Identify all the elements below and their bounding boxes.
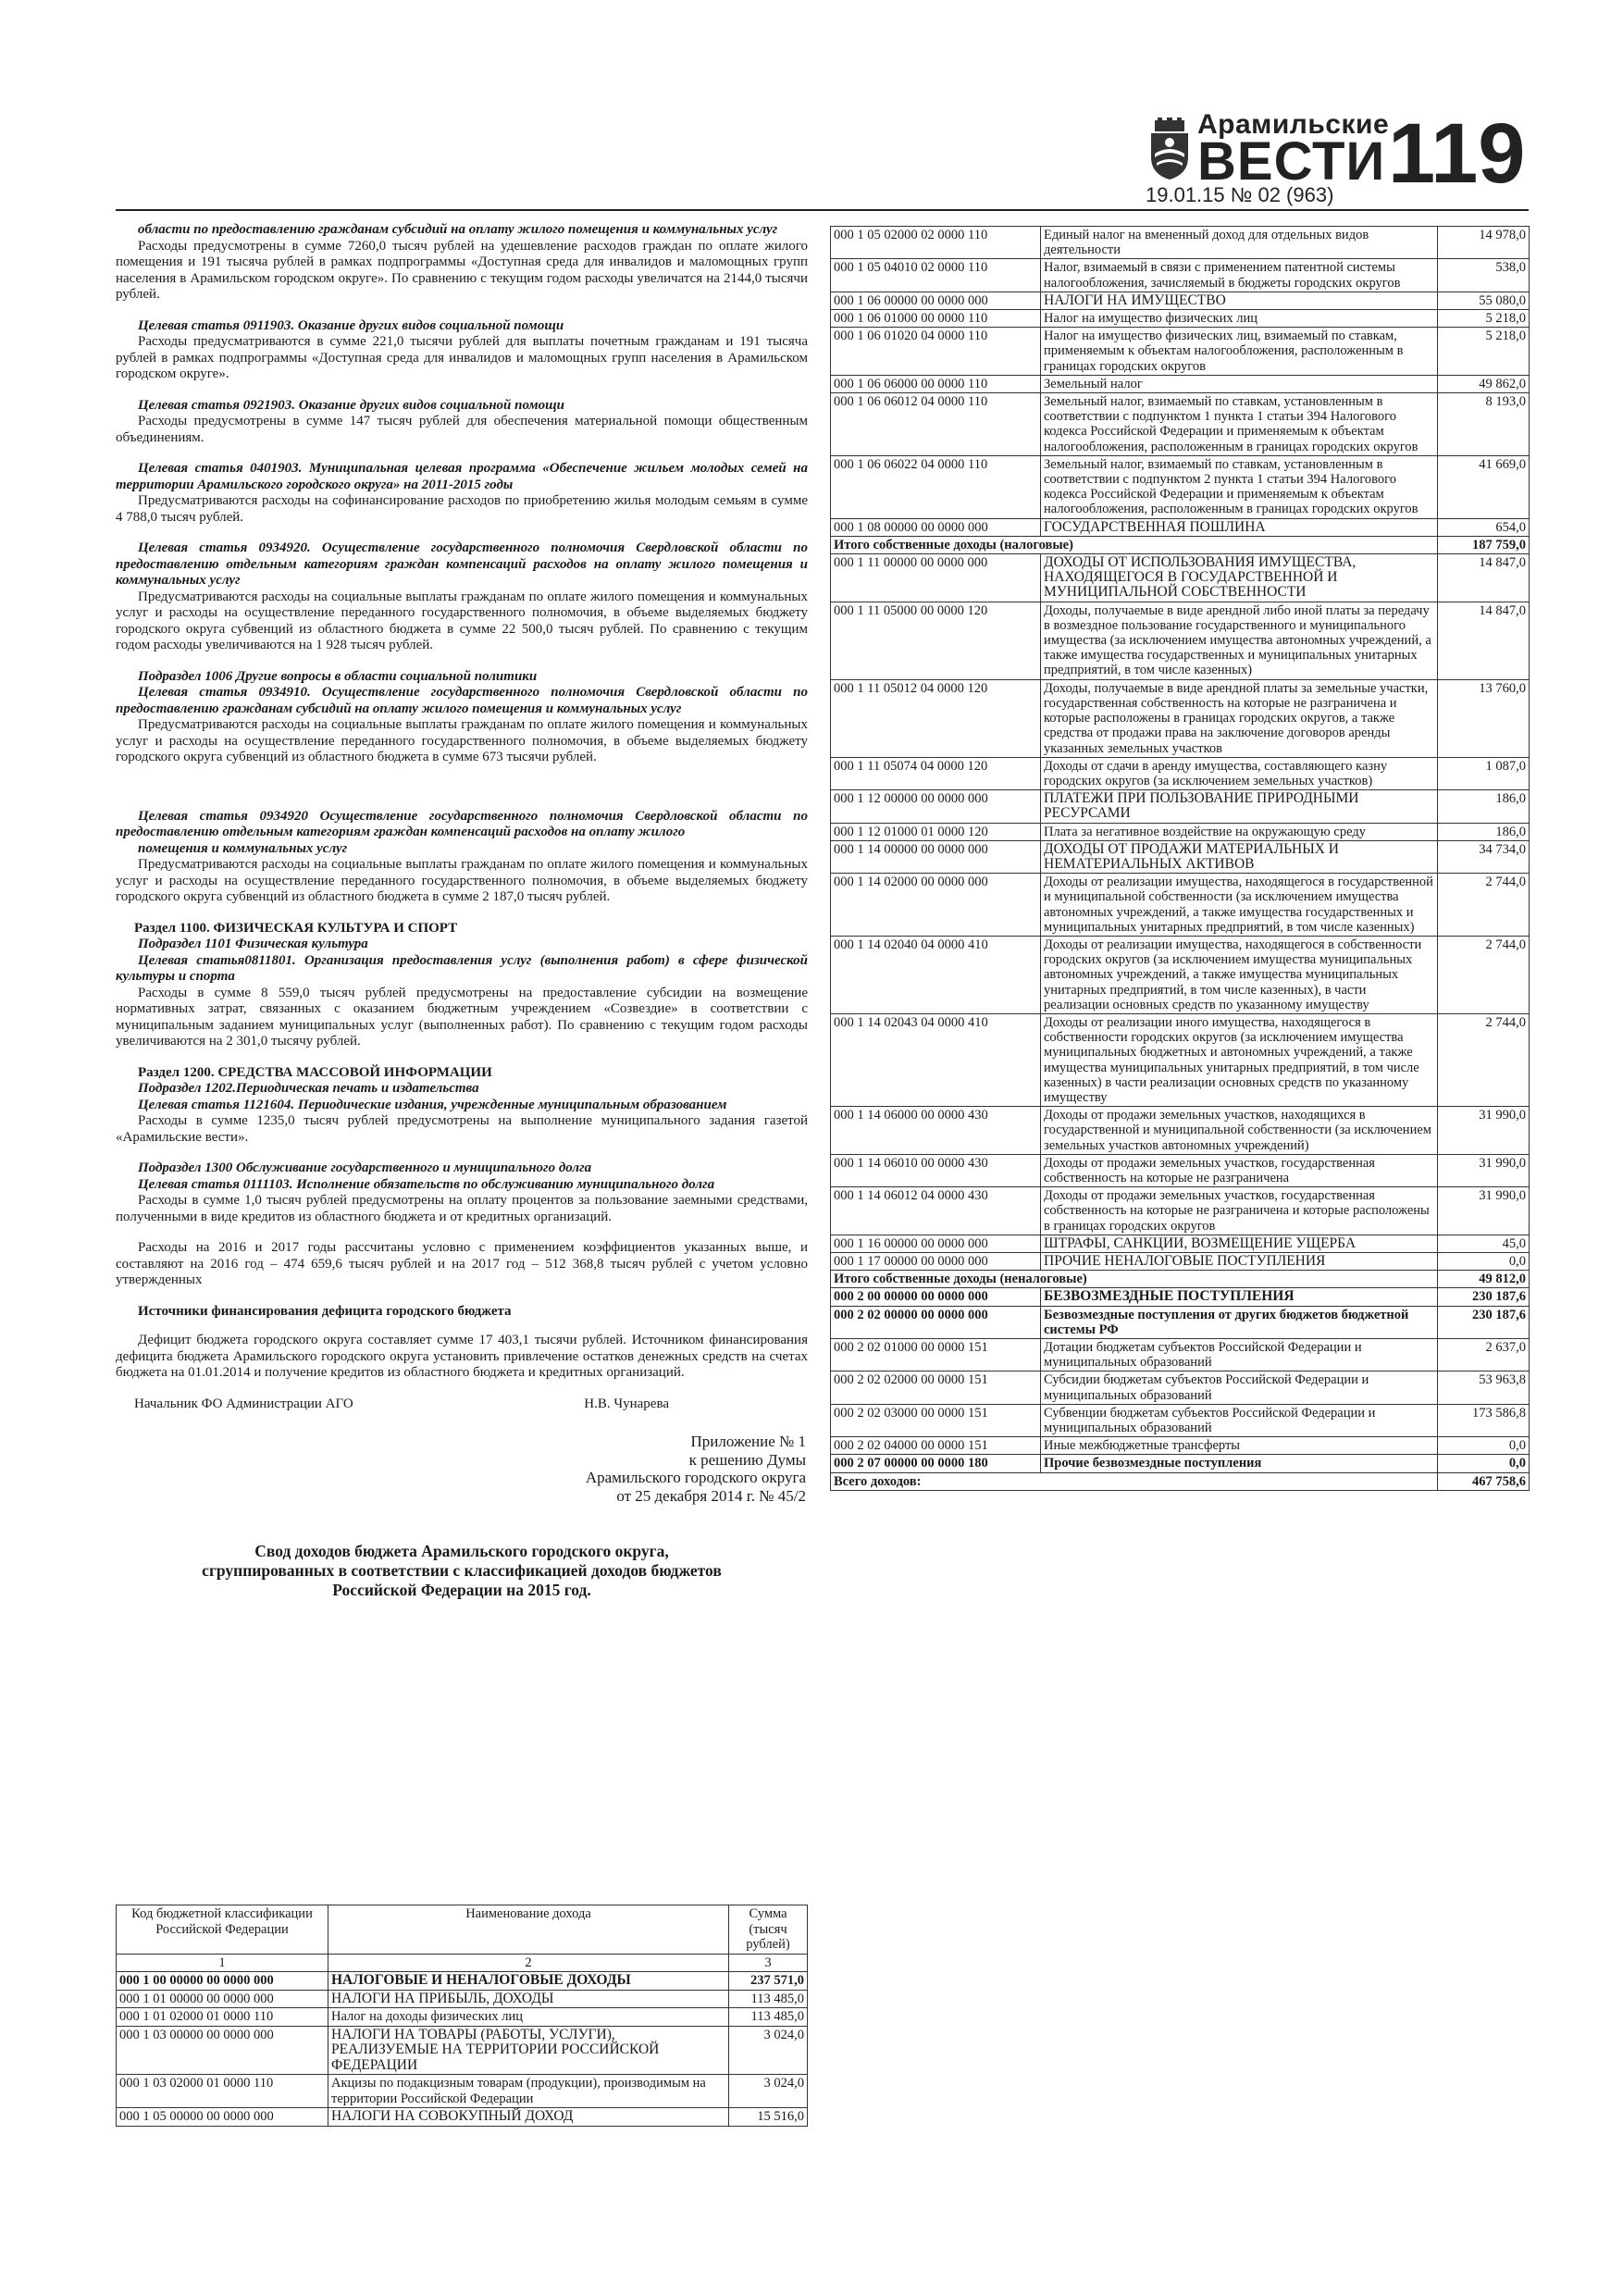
sum-cell: 31 990,0	[1438, 1107, 1530, 1155]
code-cell: 000 1 14 02043 04 0000 410	[831, 1013, 1041, 1106]
code-cell: 000 2 02 03000 00 0000 151	[831, 1404, 1041, 1436]
section-body: Расходы в сумме 1,0 тысяч рублей предусмотрены на оплату процентов за пользование заемными средствами, полученными в виде кредитов из областного бюджета и от кредитных организаций.	[116, 1193, 808, 1224]
section-heading: Подраздел 1006 Другие вопросы в области социальной политики	[138, 668, 538, 684]
code-cell: 000 1 06 01000 00 0000 110	[831, 310, 1041, 328]
code-cell: 000 1 14 00000 00 0000 000	[831, 840, 1041, 873]
table-row	[117, 2075, 808, 2108]
name-cell: Доходы, получаемые в виде арендной либо иной платы за передачу в возмездное пользование государственного и муниципального имущества (за исключением имущества автономных учреждений, а также имущества государственных и муниципальных унитарных предприятий, в том числе казенных)	[1041, 602, 1438, 679]
forecast-section	[116, 1240, 808, 1289]
article-heading: Целевая статья 0111103. Исполнение обязательств по обслуживанию муниципального долга	[138, 1176, 715, 1192]
paper-name-main: ВЕСТИ	[1197, 131, 1386, 192]
name-cell: Доходы, получаемые в виде арендной платы за земельные участки, государственная собственность на которые не разграничена и которые расположены в границах городских округов, а также средства от продажи права на заключение договоров аренды указанных земельных участков	[1041, 679, 1438, 757]
budget-section	[116, 809, 808, 906]
sum-cell: 186,0	[1438, 790, 1530, 823]
sum-cell: 538,0	[1438, 259, 1530, 292]
code-cell: 000 1 03 02000 01 0000 110	[117, 2075, 328, 2108]
section-body: Предусматриваются расходы на софинансирование расходов по приобретению жилья молодым семьям в сумме 4 788,0 тысяч рублей.	[116, 493, 808, 525]
budget-section	[116, 398, 808, 447]
signature-name: Н.В. Чунарева	[584, 1396, 669, 1411]
sum-cell: 14 978,0	[1438, 227, 1530, 259]
name-cell: Акцизы по подакцизным товарам (продукции), производимым на территории Российской Федерации	[328, 2075, 729, 2108]
section-heading: Целевая статья 0401903. Муниципальная целевая программа «Обеспечение жильем молодых семей на территории Арамильского городского округа» на 2011-2015 годы	[116, 461, 808, 492]
appendix-line: Арамильского городского округа	[585, 1469, 806, 1486]
name-cell: ГОСУДАРСТВЕННАЯ ПОШЛИНА	[1041, 518, 1438, 536]
name-cell: БЕЗВОЗМЕЗДНЫЕ ПОСТУПЛЕНИЯ	[1041, 1288, 1438, 1306]
name-cell: Налог на имущество физических лиц, взимаемый по ставкам, применяемым к объектам налогообложения, расположенным в границах городских округов	[1041, 328, 1438, 376]
code-cell: 000 1 05 04010 02 0000 110	[831, 259, 1041, 292]
subsection-heading: Подраздел 1300 Обслуживание государственного и муниципального долга	[138, 1160, 592, 1175]
debt-section	[116, 1160, 808, 1225]
sum-cell: 230 187,6	[1438, 1288, 1530, 1306]
sum-cell: 14 847,0	[1438, 602, 1530, 679]
table-row	[117, 1972, 808, 1991]
table-row	[831, 328, 1530, 376]
sum-cell: 2 744,0	[1438, 936, 1530, 1013]
header-num: 1	[117, 1954, 328, 1972]
sum-cell: 3 024,0	[729, 2026, 808, 2075]
name-cell: Земельный налог	[1041, 375, 1438, 392]
table-row	[831, 455, 1530, 518]
sport-section	[116, 921, 808, 1050]
budget-section	[116, 318, 808, 383]
name-cell: ШТРАФЫ, САНКЦИИ, ВОЗМЕЩЕНИЕ УЩЕРБА	[1041, 1235, 1438, 1252]
code-cell: 000 1 06 01020 04 0000 110	[831, 328, 1041, 376]
code-cell: 000 1 06 06000 00 0000 110	[831, 375, 1041, 392]
sum-cell: 55 080,0	[1438, 292, 1530, 309]
media-section	[116, 1065, 808, 1147]
sum-cell: 187 759,0	[1438, 536, 1530, 553]
sum-cell: 654,0	[1438, 518, 1530, 536]
sum-cell: 34 734,0	[1438, 840, 1530, 873]
table-title	[116, 1542, 808, 1600]
table-row	[831, 518, 1530, 536]
header-code: Код бюджетной классификации Российской Федерации	[117, 1905, 328, 1955]
code-cell: 000 1 16 00000 00 0000 000	[831, 1235, 1041, 1252]
table-row	[831, 1154, 1530, 1186]
table-row	[831, 936, 1530, 1013]
code-cell: 000 1 08 00000 00 0000 000	[831, 518, 1041, 536]
code-cell: 000 1 11 05000 00 0000 120	[831, 602, 1041, 679]
budget-section	[116, 669, 808, 766]
budget-section	[116, 222, 808, 304]
section-body: Предусматриваются расходы на социальные выплаты гражданам по оплате жилого помещения и коммунальных услуг и расходы на осуществление переданного государственного полномочия, в объеме выделяемых бюджету городского округа субвенций из областного бюджета в сумме 2 187,0 тысяч рублей.	[116, 857, 808, 904]
sum-cell: 2 744,0	[1438, 874, 1530, 937]
code-cell: 000 1 01 02000 01 0000 110	[117, 2008, 328, 2027]
sum-cell: 467 758,6	[1438, 1472, 1530, 1490]
section-body: Расходы в сумме 1235,0 тысяч рублей предусмотрены на выполнение муниципального задания газетой «Арамильские вести».	[116, 1113, 808, 1145]
name-cell: Налог, взимаемый в связи с применением патентной системы налогообложения, зачисляемый в бюджеты городских округов	[1041, 259, 1438, 292]
code-cell: 000 1 17 00000 00 0000 000	[831, 1253, 1041, 1271]
spacer	[116, 766, 808, 794]
sum-cell: 173 586,8	[1438, 1404, 1530, 1436]
sum-cell: 1 087,0	[1438, 757, 1530, 789]
code-cell: 000 2 02 00000 00 0000 000	[831, 1306, 1041, 1338]
table-row	[831, 1107, 1530, 1155]
section-heading: Целевая статья 0911903. Оказание других видов социальной помощи	[138, 317, 564, 333]
table-row	[831, 874, 1530, 937]
table-title-line: сгруппированных в соответствии с классификацией доходов бюджетов	[202, 1561, 722, 1580]
sum-cell: 0,0	[1438, 1455, 1530, 1472]
sum-cell: 14 847,0	[1438, 554, 1530, 602]
subsection-heading: Подраздел 1101 Физическая культура	[138, 937, 368, 951]
name-cell: Дотации бюджетам субъектов Российской Федерации и муниципальных образований	[1041, 1339, 1438, 1371]
code-cell: 000 1 01 00000 00 0000 000	[117, 1990, 328, 2008]
name-cell: Доходы от продажи земельных участков, государственная собственность на которые не разграничена и которые расположены в границах городских округов	[1041, 1187, 1438, 1235]
article-heading: Целевая статья0811801. Организация предоставления услуг (выполнения работ) в сфере физической культуры и спорта	[116, 952, 808, 984]
total-row	[831, 1271, 1530, 1288]
section-body: Предусматриваются расходы на социальные выплаты гражданам по оплате жилого помещения и коммунальных услуг и расходы на осуществление переданного государственного полномочия, в объеме выделяемых бюджету городского округа субвенций из областного бюджета в сумме 22 500,0 тысяч рублей. По сравнению с текущим годом расходы увеличиваются на 1 928 тысяч рублей.	[116, 589, 808, 652]
code-cell: 000 1 06 06012 04 0000 110	[831, 393, 1041, 456]
name-cell: НАЛОГИ НА ИМУЩЕСТВО	[1041, 292, 1438, 309]
article-heading: Целевая статья 1121604. Периодические издания, учрежденные муниципальным образованием	[138, 1097, 727, 1112]
masthead-divider	[116, 209, 1529, 211]
code-cell: 000 1 11 05074 04 0000 120	[831, 757, 1041, 789]
code-cell: 000 1 06 06022 04 0000 110	[831, 455, 1041, 518]
name-cell: Плата за негативное воздействие на окружающую среду	[1041, 823, 1438, 840]
code-cell: 000 1 11 00000 00 0000 000	[831, 554, 1041, 602]
table-title-line: Российской Федерации на 2015 год.	[332, 1581, 591, 1599]
name-cell: ДОХОДЫ ОТ ИСПОЛЬЗОВАНИЯ ИМУЩЕСТВА, НАХОДЯЩЕГОСЯ В ГОСУДАРСТВЕННОЙ И МУНИЦИПАЛЬНОЙ СОБСТВЕННОСТИ	[1041, 554, 1438, 602]
name-cell: Земельный налог, взимаемый по ставкам, установленным в соответствии с подпунктом 2 пункта 1 статьи 394 Налогового кодекса Российской Федерации и применяемым к объектам налогообложения, расположенным в границах городских округов	[1041, 455, 1438, 518]
sum-cell: 5 218,0	[1438, 310, 1530, 328]
code-cell: 000 1 12 00000 00 0000 000	[831, 790, 1041, 823]
code-cell: 000 1 05 02000 02 0000 110	[831, 227, 1041, 259]
deficit-heading: Источники финансирования дефицита городского бюджета	[138, 1303, 512, 1319]
name-cell: Земельный налог, взимаемый по ставкам, установленным в соответствии с подпунктом 1 пункта 1 статьи 394 Налогового кодекса Российской Федерации и применяемым к объектам налогообложения, расположенным в границах городских округов	[1041, 393, 1438, 456]
sum-cell: 113 485,0	[729, 1990, 808, 2008]
code-cell: 000 1 14 06000 00 0000 430	[831, 1107, 1041, 1155]
table-row	[117, 1990, 808, 2008]
table-row	[831, 1187, 1530, 1235]
left-column	[116, 222, 808, 1600]
section-heading: Целевая статья 0934910. Осуществление государственного полномочия Свердловской области по предоставлению гражданам субсидий на оплату жилого помещения и коммунальных услуг	[116, 685, 808, 716]
signature-position: Начальник ФО Администрации АГО	[134, 1396, 353, 1411]
code-cell: 000 1 14 06012 04 0000 430	[831, 1187, 1041, 1235]
section-body: Расходы предусмотрены в сумме 147 тысяч рублей для обеспечения материальной помощи общественным объединениям.	[116, 414, 808, 445]
code-cell: 000 2 02 02000 00 0000 151	[831, 1371, 1041, 1404]
name-cell: НАЛОГОВЫЕ И НЕНАЛОГОВЫЕ ДОХОДЫ	[328, 1972, 729, 1991]
paper-name-top: Арамильские	[1197, 109, 1390, 140]
revenue-table-left	[116, 1905, 808, 2127]
total-label: Итого собственные доходы (неналоговые)	[831, 1271, 1438, 1288]
section-body: Расходы предусмотрены в сумме 7260,0 тысяч рублей на удешевление расходов граждан по оплате жилого помещения и 191 тысяча рублей в рамках подпрограммы «Доступная среда для инвалидов и маломощных групп населения в Арамильском городском округе». По сравнению с текущим годом расходы увеличатся на 2144,0 тысячи рублей.	[116, 238, 808, 302]
budget-section	[116, 540, 808, 654]
name-cell: Прочие безвозмездные поступления	[1041, 1455, 1438, 1472]
name-cell: Доходы от реализации имущества, находящегося в государственной и муниципальной собственности (за исключением имущества автономных учреждений, а также имущества государственных и муниципальных унитарных предприятий, в том числе казенных)	[1041, 874, 1438, 937]
appendix-line: от 25 декабря 2014 г. № 45/2	[616, 1486, 806, 1505]
sum-cell: 3 024,0	[729, 2075, 808, 2108]
sum-cell: 5 218,0	[1438, 328, 1530, 376]
sum-cell: 237 571,0	[729, 1972, 808, 1991]
appendix-note	[116, 1433, 808, 1505]
table-row	[831, 602, 1530, 679]
section-heading: Целевая статья 0934920. Осуществление государственного полномочия Свердловской области по предоставлению отдельным категориям граждан компенсаций расходов на оплату жилого помещения и коммунальных услуг	[116, 540, 808, 588]
table-row	[831, 1371, 1530, 1404]
deficit-text: Дефицит бюджета городского округа составляет сумме 17 403,1 тысячи рублей. Источником финансирования дефицита бюджета Арамильского городского округа установить привлечение остатков денежных средств на счетах бюджета на 01.01.2014 и получение кредитов из областного бюджета и кредитных организаций.	[116, 1333, 808, 1380]
table-row	[831, 1437, 1530, 1455]
total-row	[831, 1472, 1530, 1490]
table-row	[831, 757, 1530, 789]
header-num: 2	[328, 1954, 729, 1972]
section-body: Расходы в сумме 8 559,0 тысяч рублей предусмотрены на предоставление субсидии на возмещение нормативных затрат, связанных с оказанием бюджетным учреждением «Созвездие» в соответствии с муниципальным заданием муниципальных услуг (выполненных работ). По сравнению с текущим годом расходы увеличиваются на 2 301,0 тысячу рублей.	[116, 985, 808, 1049]
table-row	[117, 2108, 808, 2127]
name-cell: ДОХОДЫ ОТ ПРОДАЖИ МАТЕРИАЛЬНЫХ И НЕМАТЕРИАЛЬНЫХ АКТИВОВ	[1041, 840, 1438, 873]
table-row	[831, 292, 1530, 309]
revenue-table-right	[830, 226, 1530, 1491]
name-cell: Доходы от продажи земельных участков, государственная собственность на которые не разграничена	[1041, 1154, 1438, 1186]
table-row	[117, 2026, 808, 2075]
table-row	[831, 840, 1530, 873]
name-cell: Доходы от реализации имущества, находящегося в собственности городских округов (за исключением имущества муниципальных автономных учреждений, а также имущества муниципальных унитарных предприятий, в том числе казенных), в части реализации основных средств по указанному имуществу	[1041, 936, 1438, 1013]
section-body: Расходы предусматриваются в сумме 221,0 тысячи рублей для выплаты почетным гражданам и 191 тысяча рублей в рамках подпрограммы «Доступная среда для инвалидов и маломощных групп населения в Арамильском городском округе».	[116, 334, 808, 381]
code-cell: 000 1 03 00000 00 0000 000	[117, 2026, 328, 2075]
name-cell: Налог на доходы физических лиц	[328, 2008, 729, 2027]
sum-cell: 31 990,0	[1438, 1154, 1530, 1186]
table-row	[831, 259, 1530, 292]
name-cell: Налог на имущество физических лиц	[1041, 310, 1438, 328]
table-number-row	[117, 1954, 808, 1972]
code-cell: 000 2 02 04000 00 0000 151	[831, 1437, 1041, 1455]
name-cell: ПЛАТЕЖИ ПРИ ПОЛЬЗОВАНИЕ ПРИРОДНЫМИ РЕСУРСАМИ	[1041, 790, 1438, 823]
table-row	[831, 1306, 1530, 1338]
budget-section	[116, 461, 808, 526]
code-cell: 000 2 02 01000 00 0000 151	[831, 1339, 1041, 1371]
name-cell: ПРОЧИЕ НЕНАЛОГОВЫЕ ПОСТУПЛЕНИЯ	[1041, 1253, 1438, 1271]
sum-cell: 186,0	[1438, 823, 1530, 840]
sum-cell: 49 812,0	[1438, 1271, 1530, 1288]
table-row	[831, 679, 1530, 757]
sum-cell: 45,0	[1438, 1235, 1530, 1252]
name-cell: НАЛОГИ НА ТОВАРЫ (РАБОТЫ, УСЛУГИ), РЕАЛИЗУЕМЫЕ НА ТЕРРИТОРИИ РОССИЙСКОЙ ФЕДЕРАЦИИ	[328, 2026, 729, 2075]
table-row	[831, 393, 1530, 456]
name-cell: Доходы от продажи земельных участков, находящихся в государственной и муниципальной собственности (за исключением земельных участков автономных учреждений)	[1041, 1107, 1438, 1155]
sum-cell: 13 760,0	[1438, 679, 1530, 757]
section-heading: области по предоставлению гражданам субсидий на оплату жилого помещения и коммунальных услуг	[138, 222, 778, 237]
forecast-text: Расходы на 2016 и 2017 годы рассчитаны условно с применением коэффициентов указанных выше, и составляют на 2016 год – 474 659,6 тысяч рублей и на 2017 год – 512 368,8 тысяч рублей с учетом условно утвержденных	[116, 1240, 808, 1287]
table-row	[831, 1013, 1530, 1106]
code-cell: 000 1 12 01000 01 0000 120	[831, 823, 1041, 840]
table-row	[831, 1235, 1530, 1252]
code-cell: 000 1 11 05012 04 0000 120	[831, 679, 1041, 757]
section-body: Предусматриваются расходы на социальные выплаты гражданам по оплате жилого помещения и коммунальных услуг и расходы на осуществление переданного государственного полномочия, в объеме выделяемых бюджету городского округа субвенций из областного бюджета в сумме 673 тысячи рублей.	[116, 717, 808, 764]
deficit-section	[116, 1304, 808, 1382]
table-row	[831, 1455, 1530, 1472]
table-row	[831, 1253, 1530, 1271]
masthead	[1146, 106, 1526, 211]
section-heading: Раздел 1100. ФИЗИЧЕСКАЯ КУЛЬТУРА И СПОРТ	[134, 920, 458, 936]
budget-sections	[116, 222, 808, 906]
table-row	[831, 554, 1530, 602]
sum-cell: 230 187,6	[1438, 1306, 1530, 1338]
name-cell: НАЛОГИ НА ПРИБЫЛЬ, ДОХОДЫ	[328, 1990, 729, 2008]
table-row	[831, 310, 1530, 328]
header-sum: Сумма (тысяч рублей)	[729, 1905, 808, 1955]
subsection-heading: Подраздел 1202.Периодическая печать и издательства	[138, 1081, 479, 1096]
total-row	[831, 536, 1530, 553]
coat-of-arms-icon	[1146, 117, 1194, 181]
table-title-line: Свод доходов бюджета Арамильского городского округа,	[254, 1542, 669, 1560]
code-cell: 000 1 14 02040 04 0000 410	[831, 936, 1041, 1013]
page-number: 119	[1388, 106, 1526, 201]
signature-block	[116, 1396, 808, 1413]
code-cell: 000 1 05 00000 00 0000 000	[117, 2108, 328, 2127]
sum-cell: 2 744,0	[1438, 1013, 1530, 1106]
table-header-row	[117, 1905, 808, 1955]
section-heading: Раздел 1200. СРЕДСТВА МАССОВОЙ ИНФОРМАЦИИ	[138, 1064, 492, 1080]
sum-cell: 31 990,0	[1438, 1187, 1530, 1235]
sum-cell: 41 669,0	[1438, 455, 1530, 518]
issue-date: 19.01.15 № 02 (963)	[1146, 183, 1334, 206]
sum-cell: 2 637,0	[1438, 1339, 1530, 1371]
section-heading: Целевая статья 0921903. Оказание других видов социальной помощи	[138, 397, 564, 413]
sum-cell: 15 516,0	[729, 2108, 808, 2127]
sum-cell: 0,0	[1438, 1253, 1530, 1271]
name-cell: Единый налог на вмененный доход для отдельных видов деятельности	[1041, 227, 1438, 259]
name-cell: Доходы от сдачи в аренду имущества, составляющего казну городских округов (за исключением земельных участков)	[1041, 757, 1438, 789]
code-cell: 000 1 14 02000 00 0000 000	[831, 874, 1041, 937]
name-cell: Доходы от реализации иного имущества, находящегося в собственности городских округов (за исключением имущества муниципальных бюджетных и автономных учреждений, а также имущества муниципальных унитарных предприятий, в том числе казенных) в части реализации основных средств по указанному имуществу	[1041, 1013, 1438, 1106]
name-cell: Субсидии бюджетам субъектов Российской Федерации и муниципальных образований	[1041, 1371, 1438, 1404]
table-row	[831, 823, 1530, 840]
table-row	[831, 790, 1530, 823]
code-cell: 000 1 14 06010 00 0000 430	[831, 1154, 1041, 1186]
sum-cell: 8 193,0	[1438, 393, 1530, 456]
table-row	[831, 375, 1530, 392]
total-label: Итого собственные доходы (налоговые)	[831, 536, 1438, 553]
total-label: Всего доходов:	[831, 1472, 1438, 1490]
code-cell: 000 1 06 00000 00 0000 000	[831, 292, 1041, 309]
sum-cell: 53 963,8	[1438, 1371, 1530, 1404]
appendix-line: к решению Думы	[688, 1450, 806, 1469]
header-num: 3	[729, 1954, 808, 1972]
code-cell: 000 2 00 00000 00 0000 000	[831, 1288, 1041, 1306]
section-heading: Целевая статья 0934920 Осуществление государственного полномочия Свердловской области по предоставлению отдельным категориям граждан компенсаций расходов на оплату жилого	[116, 808, 808, 839]
name-cell: Субвенции бюджетам субъектов Российской Федерации и муниципальных образований	[1041, 1404, 1438, 1436]
appendix-line: Приложение № 1	[690, 1433, 806, 1450]
code-cell: 000 1 00 00000 00 0000 000	[117, 1972, 328, 1991]
table-row	[831, 1288, 1530, 1306]
sum-cell: 49 862,0	[1438, 375, 1530, 392]
table-row	[117, 2008, 808, 2027]
name-cell: Безвозмездные поступления от других бюджетов бюджетной системы РФ	[1041, 1306, 1438, 1338]
table-row	[831, 227, 1530, 259]
section-heading: помещения и коммунальных услуг	[138, 840, 348, 856]
sum-cell: 113 485,0	[729, 2008, 808, 2027]
header-name: Наименование дохода	[328, 1905, 729, 1955]
name-cell: НАЛОГИ НА СОВОКУПНЫЙ ДОХОД	[328, 2108, 729, 2127]
code-cell: 000 2 07 00000 00 0000 180	[831, 1455, 1041, 1472]
sum-cell: 0,0	[1438, 1437, 1530, 1455]
name-cell: Иные межбюджетные трансферты	[1041, 1437, 1438, 1455]
table-row	[831, 1339, 1530, 1371]
table-row	[831, 1404, 1530, 1436]
